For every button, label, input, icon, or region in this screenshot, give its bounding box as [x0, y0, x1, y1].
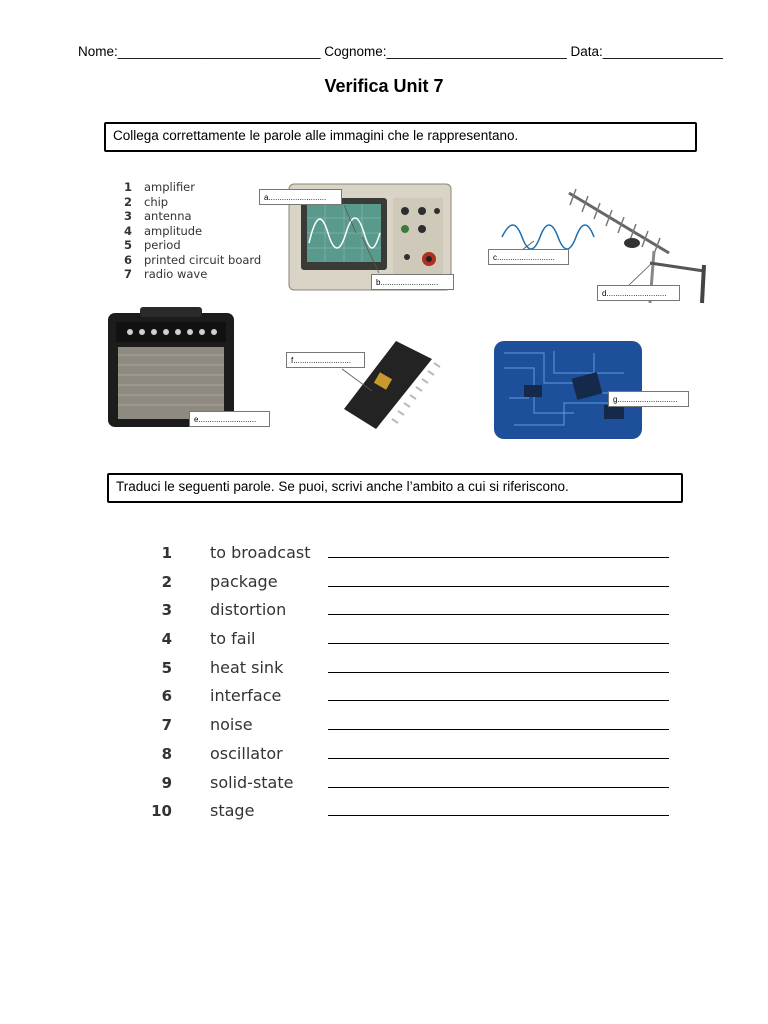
surname-blank[interactable]: _______________________	[386, 44, 560, 59]
answer-line[interactable]	[328, 672, 669, 673]
date-label: Data:	[570, 44, 603, 59]
exercise1-instruction: Collega correttamente le parole alle immagini che le rappresentano.	[104, 122, 697, 152]
page-title: Verifica Unit 7	[324, 76, 444, 96]
list-item: 9 solid-state	[150, 771, 690, 800]
label-a-blank[interactable]: a..........................	[259, 189, 342, 205]
label-b-blank[interactable]: b..........................	[371, 274, 454, 290]
list-item: 10 stage	[150, 799, 690, 828]
label-c-blank[interactable]: c..........................	[488, 249, 569, 265]
name-blank[interactable]: ___________________________	[117, 44, 321, 59]
list-item: 6 interface	[150, 684, 690, 713]
translation-list	[150, 541, 690, 828]
answer-line[interactable]	[328, 643, 669, 644]
name-label: Nome:	[78, 44, 118, 59]
list-item: 4 to fail	[150, 627, 690, 656]
surname-blank-tail: _	[559, 44, 571, 59]
list-item: 3 distortion	[150, 598, 690, 627]
word-list	[124, 180, 261, 282]
answer-line[interactable]	[328, 614, 669, 615]
answer-line[interactable]	[328, 787, 669, 788]
answer-line[interactable]	[328, 815, 669, 816]
answer-line[interactable]	[328, 700, 669, 701]
answer-line[interactable]	[328, 729, 669, 730]
list-item: 6 printed circuit board	[124, 252, 262, 267]
pcb-image	[494, 341, 642, 439]
date-blank[interactable]: ________________	[602, 44, 723, 59]
list-item: 7 radio wave	[124, 267, 208, 281]
list-item: 2 package	[150, 570, 690, 599]
list-item: 8 oscillator	[150, 742, 690, 771]
label-f-blank[interactable]: f..........................	[286, 352, 365, 368]
label-g-blank[interactable]: g...........................	[608, 391, 689, 407]
list-item: 3 antenna	[124, 209, 192, 223]
list-item: 5 period	[124, 238, 181, 252]
answer-line[interactable]	[328, 557, 669, 558]
label-d-blank[interactable]: d...........................	[597, 285, 680, 301]
list-item: 7 noise	[150, 713, 690, 742]
list-item: 2 chip	[124, 194, 169, 209]
list-item: 5 heat sink	[150, 656, 690, 685]
exercise2-instruction: Traduci le seguenti parole. Se puoi, scrivi anche l’ambito a cui si riferiscono.	[107, 473, 683, 503]
surname-label: Cognome:	[320, 44, 387, 59]
student-info-header	[78, 44, 728, 59]
amplifier-image	[108, 307, 234, 427]
list-item: 4 amplitude	[124, 223, 203, 238]
label-e-blank[interactable]: e..........................	[189, 411, 270, 427]
answer-line[interactable]	[328, 586, 669, 587]
list-item: 1 amplifier	[124, 180, 195, 194]
list-item: 1 to broadcast	[150, 541, 690, 570]
answer-line[interactable]	[328, 758, 669, 759]
